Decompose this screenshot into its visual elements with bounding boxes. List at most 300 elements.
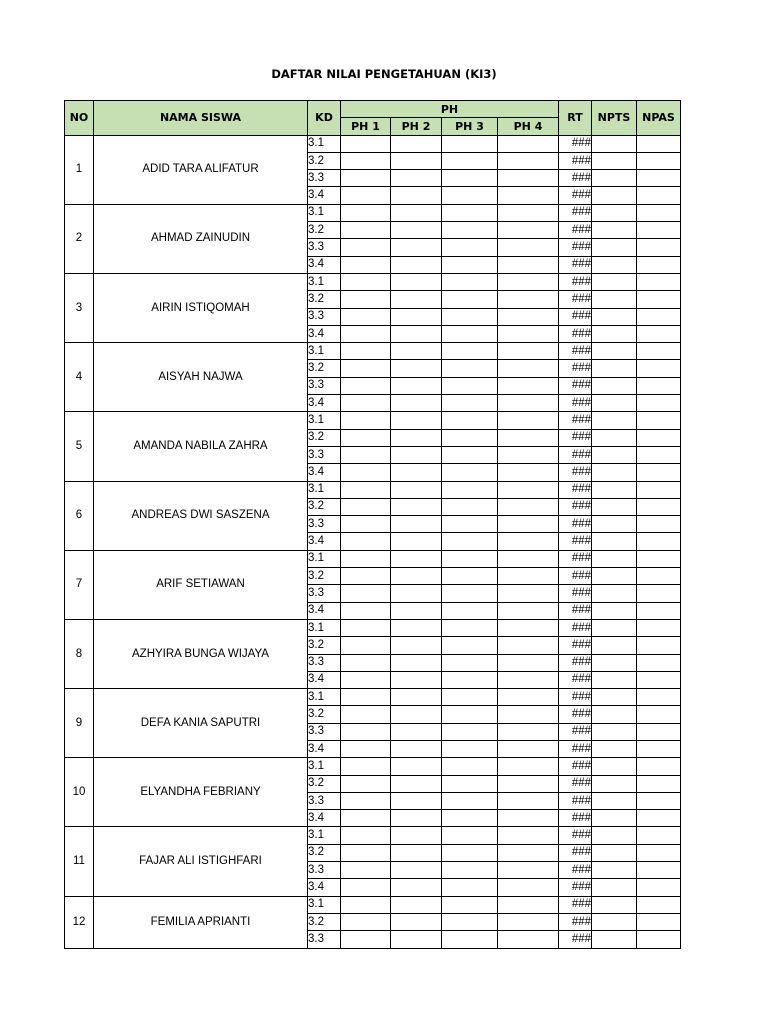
ph-2-cell[interactable]	[391, 689, 442, 706]
ph-4-cell[interactable]	[498, 135, 559, 152]
ph-4-cell[interactable]	[498, 602, 559, 619]
ph-2-cell[interactable]	[391, 585, 442, 602]
npas-cell[interactable]	[637, 533, 681, 550]
ph-1-cell[interactable]	[341, 827, 391, 844]
ph-3-cell[interactable]	[442, 896, 498, 913]
npas-cell[interactable]	[637, 343, 681, 360]
ph-2-cell[interactable]	[391, 879, 442, 896]
ph-1-cell[interactable]	[341, 550, 391, 567]
rt-cell: ###	[559, 152, 592, 169]
ph-3-cell[interactable]	[442, 637, 498, 654]
ph-1-cell[interactable]	[341, 931, 391, 948]
ph-4-cell[interactable]	[498, 204, 559, 221]
ph-3-cell[interactable]	[442, 360, 498, 377]
npts-cell[interactable]	[592, 481, 637, 498]
npts-cell[interactable]	[592, 343, 637, 360]
ph-2-cell[interactable]	[391, 533, 442, 550]
rt-cell: ###	[559, 862, 592, 879]
npts-cell[interactable]	[592, 775, 637, 792]
ph-1-cell[interactable]	[341, 585, 391, 602]
ph-2-cell[interactable]	[391, 170, 442, 187]
ph-2-cell[interactable]	[391, 204, 442, 221]
ph-2-cell[interactable]	[391, 706, 442, 723]
ph-3-cell[interactable]	[442, 775, 498, 792]
npts-cell[interactable]	[592, 308, 637, 325]
ph-3-cell[interactable]	[442, 931, 498, 948]
npts-cell[interactable]	[592, 844, 637, 861]
ph-3-cell[interactable]	[442, 585, 498, 602]
npas-cell[interactable]	[637, 879, 681, 896]
ph-4-cell[interactable]	[498, 170, 559, 187]
rt-cell: ###	[559, 481, 592, 498]
ph-3-cell[interactable]	[442, 792, 498, 809]
ph-1-cell[interactable]	[341, 377, 391, 394]
ph-4-cell[interactable]	[498, 446, 559, 463]
ph-2-cell[interactable]	[391, 343, 442, 360]
ph-4-cell[interactable]	[498, 585, 559, 602]
npts-cell[interactable]	[592, 412, 637, 429]
ph-2-cell[interactable]	[391, 256, 442, 273]
ph-1-cell[interactable]	[341, 360, 391, 377]
ph-3-cell[interactable]	[442, 343, 498, 360]
ph-1-cell[interactable]	[341, 619, 391, 636]
ph-1-cell[interactable]	[341, 758, 391, 775]
ph-3-cell[interactable]	[442, 239, 498, 256]
ph-1-cell[interactable]	[341, 844, 391, 861]
ph-4-cell[interactable]	[498, 395, 559, 412]
ph-2-cell[interactable]	[391, 273, 442, 290]
npts-cell[interactable]	[592, 429, 637, 446]
ph-3-cell[interactable]	[442, 256, 498, 273]
npas-cell[interactable]	[637, 862, 681, 879]
npas-cell[interactable]	[637, 585, 681, 602]
ph-4-cell[interactable]	[498, 913, 559, 930]
npas-cell[interactable]	[637, 758, 681, 775]
ph-1-cell[interactable]	[341, 671, 391, 688]
npts-cell[interactable]	[592, 913, 637, 930]
npts-cell[interactable]	[592, 637, 637, 654]
ph-4-cell[interactable]	[498, 671, 559, 688]
ph-1-cell[interactable]	[341, 481, 391, 498]
student-number: 6	[65, 481, 94, 550]
npts-cell[interactable]	[592, 135, 637, 152]
npas-cell[interactable]	[637, 481, 681, 498]
npas-cell[interactable]	[637, 464, 681, 481]
ph-1-cell[interactable]	[341, 325, 391, 342]
ph-3-cell[interactable]	[442, 204, 498, 221]
npts-cell[interactable]	[592, 896, 637, 913]
npts-cell[interactable]	[592, 568, 637, 585]
ph-2-cell[interactable]	[391, 844, 442, 861]
ph-4-cell[interactable]	[498, 550, 559, 567]
ph-3-cell[interactable]	[442, 689, 498, 706]
ph-4-cell[interactable]	[498, 637, 559, 654]
ph-1-cell[interactable]	[341, 740, 391, 757]
ph-2-cell[interactable]	[391, 602, 442, 619]
ph-3-cell[interactable]	[442, 429, 498, 446]
npts-cell[interactable]	[592, 325, 637, 342]
ph-2-cell[interactable]	[391, 481, 442, 498]
kd-cell: 3.3	[308, 723, 341, 740]
npas-cell[interactable]	[637, 135, 681, 152]
npts-cell[interactable]	[592, 256, 637, 273]
ph-3-cell[interactable]	[442, 516, 498, 533]
npts-cell[interactable]	[592, 239, 637, 256]
rt-cell: ###	[559, 204, 592, 221]
ph-2-cell[interactable]	[391, 931, 442, 948]
kd-cell: 3.1	[308, 689, 341, 706]
ph-2-cell[interactable]	[391, 723, 442, 740]
npas-cell[interactable]	[637, 671, 681, 688]
ph-2-cell[interactable]	[391, 619, 442, 636]
student-name: ARIF SETIAWAN	[94, 550, 308, 619]
ph-4-cell[interactable]	[498, 291, 559, 308]
npts-cell[interactable]	[592, 827, 637, 844]
npas-cell[interactable]	[637, 273, 681, 290]
ph-4-cell[interactable]	[498, 152, 559, 169]
ph-1-cell[interactable]	[341, 654, 391, 671]
npts-cell[interactable]	[592, 377, 637, 394]
ph-2-cell[interactable]	[391, 291, 442, 308]
npas-cell[interactable]	[637, 654, 681, 671]
ph-1-cell[interactable]	[341, 291, 391, 308]
ph-2-cell[interactable]	[391, 637, 442, 654]
ph-3-cell[interactable]	[442, 550, 498, 567]
ph-1-cell[interactable]	[341, 568, 391, 585]
npas-cell[interactable]	[637, 152, 681, 169]
ph-1-cell[interactable]	[341, 516, 391, 533]
npts-cell[interactable]	[592, 740, 637, 757]
npts-cell[interactable]	[592, 654, 637, 671]
ph-4-cell[interactable]	[498, 429, 559, 446]
ph-1-cell[interactable]	[341, 775, 391, 792]
npts-cell[interactable]	[592, 706, 637, 723]
ph-4-cell[interactable]	[498, 464, 559, 481]
ph-1-cell[interactable]	[341, 913, 391, 930]
npts-cell[interactable]	[592, 585, 637, 602]
ph-3-cell[interactable]	[442, 619, 498, 636]
ph-2-cell[interactable]	[391, 360, 442, 377]
ph-2-cell[interactable]	[391, 464, 442, 481]
ph-3-cell[interactable]	[442, 395, 498, 412]
ph-2-cell[interactable]	[391, 568, 442, 585]
rt-cell: ###	[559, 723, 592, 740]
npts-cell[interactable]	[592, 931, 637, 948]
ph-3-cell[interactable]	[442, 308, 498, 325]
ph-4-cell[interactable]	[498, 775, 559, 792]
ph-2-cell[interactable]	[391, 792, 442, 809]
ph-3-cell[interactable]	[442, 377, 498, 394]
ph-2-cell[interactable]	[391, 896, 442, 913]
ph-3-cell[interactable]	[442, 706, 498, 723]
rt-cell: ###	[559, 533, 592, 550]
ph-1-cell[interactable]	[341, 533, 391, 550]
ph-3-cell[interactable]	[442, 740, 498, 757]
npas-cell[interactable]	[637, 429, 681, 446]
ph-3-cell[interactable]	[442, 152, 498, 169]
ph-1-cell[interactable]	[341, 308, 391, 325]
npas-cell[interactable]	[637, 256, 681, 273]
kd-cell: 3.4	[308, 325, 341, 342]
ph-3-cell[interactable]	[442, 481, 498, 498]
ph-4-cell[interactable]	[498, 360, 559, 377]
ph-3-cell[interactable]	[442, 291, 498, 308]
npas-cell[interactable]	[637, 706, 681, 723]
ph-1-cell[interactable]	[341, 135, 391, 152]
ph-4-cell[interactable]	[498, 931, 559, 948]
npts-cell[interactable]	[592, 152, 637, 169]
ph-2-cell[interactable]	[391, 325, 442, 342]
ph-2-cell[interactable]	[391, 498, 442, 515]
ph-2-cell[interactable]	[391, 377, 442, 394]
ph-1-cell[interactable]	[341, 152, 391, 169]
rt-cell: ###	[559, 273, 592, 290]
npas-cell[interactable]	[637, 844, 681, 861]
ph-4-cell[interactable]	[498, 516, 559, 533]
ph-1-cell[interactable]	[341, 412, 391, 429]
npas-cell[interactable]	[637, 498, 681, 515]
ph-2-cell[interactable]	[391, 862, 442, 879]
npas-cell[interactable]	[637, 740, 681, 757]
npts-cell[interactable]	[592, 533, 637, 550]
ph-2-cell[interactable]	[391, 135, 442, 152]
ph-4-cell[interactable]	[498, 256, 559, 273]
ph-2-cell[interactable]	[391, 222, 442, 239]
ph-4-cell[interactable]	[498, 810, 559, 827]
ph-3-cell[interactable]	[442, 412, 498, 429]
kd-cell: 3.4	[308, 256, 341, 273]
ph-2-cell[interactable]	[391, 429, 442, 446]
npas-cell[interactable]	[637, 239, 681, 256]
ph-3-cell[interactable]	[442, 602, 498, 619]
ph-1-cell[interactable]	[341, 222, 391, 239]
ph-2-cell[interactable]	[391, 671, 442, 688]
ph-4-cell[interactable]	[498, 308, 559, 325]
npts-cell[interactable]	[592, 187, 637, 204]
npas-cell[interactable]	[637, 360, 681, 377]
ph-1-cell[interactable]	[341, 792, 391, 809]
ph-3-cell[interactable]	[442, 325, 498, 342]
ph-1-cell[interactable]	[341, 170, 391, 187]
npas-cell[interactable]	[637, 810, 681, 827]
npts-cell[interactable]	[592, 464, 637, 481]
npas-cell[interactable]	[637, 827, 681, 844]
ph-4-cell[interactable]	[498, 844, 559, 861]
ph-3-cell[interactable]	[442, 913, 498, 930]
ph-1-cell[interactable]	[341, 602, 391, 619]
ph-3-cell[interactable]	[442, 568, 498, 585]
npas-cell[interactable]	[637, 792, 681, 809]
ph-2-cell[interactable]	[391, 654, 442, 671]
ph-4-cell[interactable]	[498, 862, 559, 879]
npas-cell[interactable]	[637, 723, 681, 740]
ph-1-cell[interactable]	[341, 637, 391, 654]
npts-cell[interactable]	[592, 550, 637, 567]
ph-1-cell[interactable]	[341, 429, 391, 446]
ph-4-cell[interactable]	[498, 619, 559, 636]
ph-3-cell[interactable]	[442, 464, 498, 481]
npas-cell[interactable]	[637, 204, 681, 221]
npas-cell[interactable]	[637, 896, 681, 913]
ph-2-cell[interactable]	[391, 395, 442, 412]
npts-cell[interactable]	[592, 862, 637, 879]
ph-3-cell[interactable]	[442, 498, 498, 515]
npts-cell[interactable]	[592, 758, 637, 775]
npas-cell[interactable]	[637, 412, 681, 429]
ph-2-cell[interactable]	[391, 758, 442, 775]
ph-2-cell[interactable]	[391, 550, 442, 567]
ph-2-cell[interactable]	[391, 775, 442, 792]
ph-4-cell[interactable]	[498, 239, 559, 256]
ph-1-cell[interactable]	[341, 256, 391, 273]
npas-cell[interactable]	[637, 446, 681, 463]
npts-cell[interactable]	[592, 222, 637, 239]
ph-3-cell[interactable]	[442, 862, 498, 879]
npas-cell[interactable]	[637, 568, 681, 585]
npas-cell[interactable]	[637, 222, 681, 239]
student-name: AHMAD ZAINUDIN	[94, 204, 308, 273]
document-title: DAFTAR NILAI PENGETAHUAN (KI3)	[271, 67, 497, 81]
ph-1-cell[interactable]	[341, 879, 391, 896]
npts-cell[interactable]	[592, 204, 637, 221]
ph-3-cell[interactable]	[442, 654, 498, 671]
ph-4-cell[interactable]	[498, 706, 559, 723]
npts-cell[interactable]	[592, 273, 637, 290]
ph-2-cell[interactable]	[391, 516, 442, 533]
ph-1-cell[interactable]	[341, 689, 391, 706]
npts-cell[interactable]	[592, 689, 637, 706]
ph-2-cell[interactable]	[391, 187, 442, 204]
ph-1-cell[interactable]	[341, 862, 391, 879]
ph-4-cell[interactable]	[498, 723, 559, 740]
ph-1-cell[interactable]	[341, 187, 391, 204]
npas-cell[interactable]	[637, 308, 681, 325]
ph-1-cell[interactable]	[341, 204, 391, 221]
ph-1-cell[interactable]	[341, 273, 391, 290]
ph-4-cell[interactable]	[498, 187, 559, 204]
ph-3-cell[interactable]	[442, 533, 498, 550]
ph-3-cell[interactable]	[442, 827, 498, 844]
npas-cell[interactable]	[637, 291, 681, 308]
ph-4-cell[interactable]	[498, 740, 559, 757]
npts-cell[interactable]	[592, 671, 637, 688]
ph-2-cell[interactable]	[391, 152, 442, 169]
ph-4-cell[interactable]	[498, 568, 559, 585]
ph-4-cell[interactable]	[498, 879, 559, 896]
ph-4-cell[interactable]	[498, 222, 559, 239]
ph-4-cell[interactable]	[498, 533, 559, 550]
npts-cell[interactable]	[592, 360, 637, 377]
ph-3-cell[interactable]	[442, 446, 498, 463]
header-rt: RT	[559, 101, 592, 136]
ph-2-cell[interactable]	[391, 412, 442, 429]
npts-cell[interactable]	[592, 619, 637, 636]
npas-cell[interactable]	[637, 395, 681, 412]
npts-cell[interactable]	[592, 879, 637, 896]
kd-cell: 3.3	[308, 516, 341, 533]
ph-3-cell[interactable]	[442, 170, 498, 187]
npts-cell[interactable]	[592, 810, 637, 827]
ph-3-cell[interactable]	[442, 879, 498, 896]
ph-4-cell[interactable]	[498, 377, 559, 394]
ph-2-cell[interactable]	[391, 810, 442, 827]
npas-cell[interactable]	[637, 377, 681, 394]
npts-cell[interactable]	[592, 498, 637, 515]
ph-3-cell[interactable]	[442, 723, 498, 740]
npas-cell[interactable]	[637, 913, 681, 930]
ph-3-cell[interactable]	[442, 671, 498, 688]
npas-cell[interactable]	[637, 637, 681, 654]
npts-cell[interactable]	[592, 291, 637, 308]
ph-4-cell[interactable]	[498, 412, 559, 429]
ph-4-cell[interactable]	[498, 654, 559, 671]
ph-4-cell[interactable]	[498, 896, 559, 913]
ph-3-cell[interactable]	[442, 844, 498, 861]
npas-cell[interactable]	[637, 619, 681, 636]
ph-4-cell[interactable]	[498, 343, 559, 360]
ph-1-cell[interactable]	[341, 464, 391, 481]
ph-4-cell[interactable]	[498, 758, 559, 775]
ph-1-cell[interactable]	[341, 446, 391, 463]
npas-cell[interactable]	[637, 170, 681, 187]
npas-cell[interactable]	[637, 775, 681, 792]
npas-cell[interactable]	[637, 325, 681, 342]
npts-cell[interactable]	[592, 516, 637, 533]
ph-1-cell[interactable]	[341, 498, 391, 515]
ph-4-cell[interactable]	[498, 827, 559, 844]
ph-1-cell[interactable]	[341, 723, 391, 740]
npts-cell[interactable]	[592, 446, 637, 463]
ph-1-cell[interactable]	[341, 810, 391, 827]
ph-4-cell[interactable]	[498, 325, 559, 342]
npas-cell[interactable]	[637, 187, 681, 204]
ph-1-cell[interactable]	[341, 395, 391, 412]
ph-2-cell[interactable]	[391, 446, 442, 463]
npts-cell[interactable]	[592, 602, 637, 619]
kd-cell: 3.2	[308, 568, 341, 585]
ph-3-cell[interactable]	[442, 187, 498, 204]
ph-2-cell[interactable]	[391, 308, 442, 325]
npas-cell[interactable]	[637, 550, 681, 567]
npas-cell[interactable]	[637, 602, 681, 619]
ph-4-cell[interactable]	[498, 498, 559, 515]
ph-3-cell[interactable]	[442, 758, 498, 775]
ph-1-cell[interactable]	[341, 343, 391, 360]
ph-4-cell[interactable]	[498, 792, 559, 809]
ph-2-cell[interactable]	[391, 740, 442, 757]
ph-3-cell[interactable]	[442, 273, 498, 290]
ph-4-cell[interactable]	[498, 273, 559, 290]
ph-3-cell[interactable]	[442, 135, 498, 152]
ph-1-cell[interactable]	[341, 706, 391, 723]
ph-1-cell[interactable]	[341, 239, 391, 256]
ph-2-cell[interactable]	[391, 239, 442, 256]
ph-3-cell[interactable]	[442, 222, 498, 239]
npas-cell[interactable]	[637, 931, 681, 948]
npas-cell[interactable]	[637, 516, 681, 533]
ph-2-cell[interactable]	[391, 827, 442, 844]
ph-1-cell[interactable]	[341, 896, 391, 913]
ph-2-cell[interactable]	[391, 913, 442, 930]
npts-cell[interactable]	[592, 792, 637, 809]
ph-4-cell[interactable]	[498, 481, 559, 498]
npas-cell[interactable]	[637, 689, 681, 706]
npts-cell[interactable]	[592, 395, 637, 412]
ph-3-cell[interactable]	[442, 810, 498, 827]
npts-cell[interactable]	[592, 723, 637, 740]
ph-4-cell[interactable]	[498, 689, 559, 706]
npts-cell[interactable]	[592, 170, 637, 187]
